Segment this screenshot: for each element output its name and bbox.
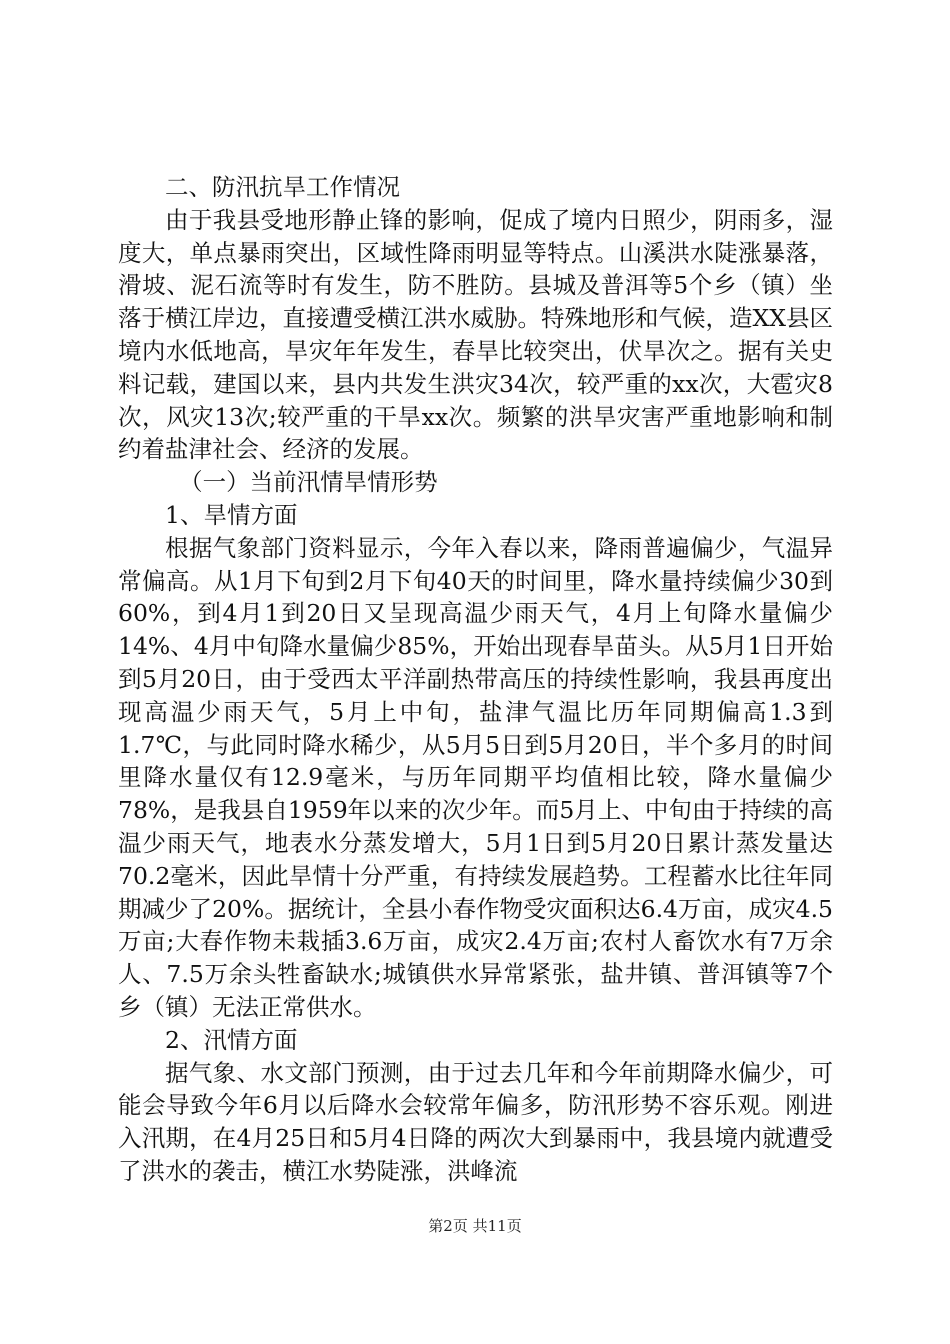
paragraph-overview: 由于我县受地形静止锋的影响，促成了境内日照少，阴雨多，湿度大，单点暴雨突出，区域性降雨明显等特点。山溪洪水陡涨暴落，滑坡、泥石流等时有发生，防不胜防。县城及普洱等5个乡（镇）坐落于横江岸边，直接遭受横江洪水威胁。特殊地形和气候，造XX县区境内水低地高，旱灾年年发生，春旱比较突出，伏旱次之。据有关史料记载，建国以来，县内共发生洪灾34次，较严重的xx次，大雹灾8次，风灾13次;较严重的干旱xx次。频繁的洪旱灾害严重地影响和制约着盐津社会、经济的发展。	[118, 205, 833, 464]
subsection-heading-current-situation: （一）当前汛情旱情形势	[179, 468, 438, 497]
subsection-heading-drought: 1、旱情方面	[165, 500, 298, 529]
paragraph-flood: 据气象、水文部门预测，由于过去几年和今年前期降水偏少，可能会导致今年6月以后降水会较常年偏多，防汛形势不容乐观。刚进入汛期，在4月25日和5月4日降的两次大到暴雨中，我县境内就遭受了洪水的袭击，横江水势陡涨，洪峰流	[118, 1058, 833, 1185]
section-heading: 二、防汛抗旱工作情况	[165, 173, 400, 201]
paragraph-drought: 根据气象部门资料显示，今年入春以来，降雨普遍偏少，气温异常偏高。从1月下旬到2月下旬40天的时间里，降水量持续偏少30到60%，到4月1到20日又呈现高温少雨天气，4月上旬降水量偏少14%、4月中旬降水量偏少85%，开始出现春旱苗头。从5月1日开始到5月20日，由于受西太平洋副热带高压的持续性影响，我县再度出现高温少雨天气，5月上中旬，盐津气温比历年同期偏高1.3到1.7℃，与此同时降水稀少，从5月5日到5月20日，半个多月的时间里降水量仅有12.9毫米，与历年同期平均值相比较，降水量偏少78%，是我县自1959年以来的次少年。而5月上、中旬由于持续的高温少雨天气，地表水分蒸发增大，5月1日到5月20日累计蒸发量达70.2毫米，因此旱情十分严重，有持续发展趋势。工程蓄水比往年同期减少了20%。据统计，全县小春作物受灾面积达6.4万亩，成灾4.5万亩;大春作物未栽插3.6万亩，成灾2.4万亩;农村人畜饮水有7万余人、7.5万余头牲畜缺水;城镇供水异常紧张，盐井镇、普洱镇等7个乡（镇）无法正常供水。	[118, 533, 833, 1021]
page-number-footer: 第2页 共11页	[428, 1217, 522, 1235]
document-body	[118, 171, 833, 1188]
subsection-heading-flood: 2、汛情方面	[165, 1025, 298, 1054]
